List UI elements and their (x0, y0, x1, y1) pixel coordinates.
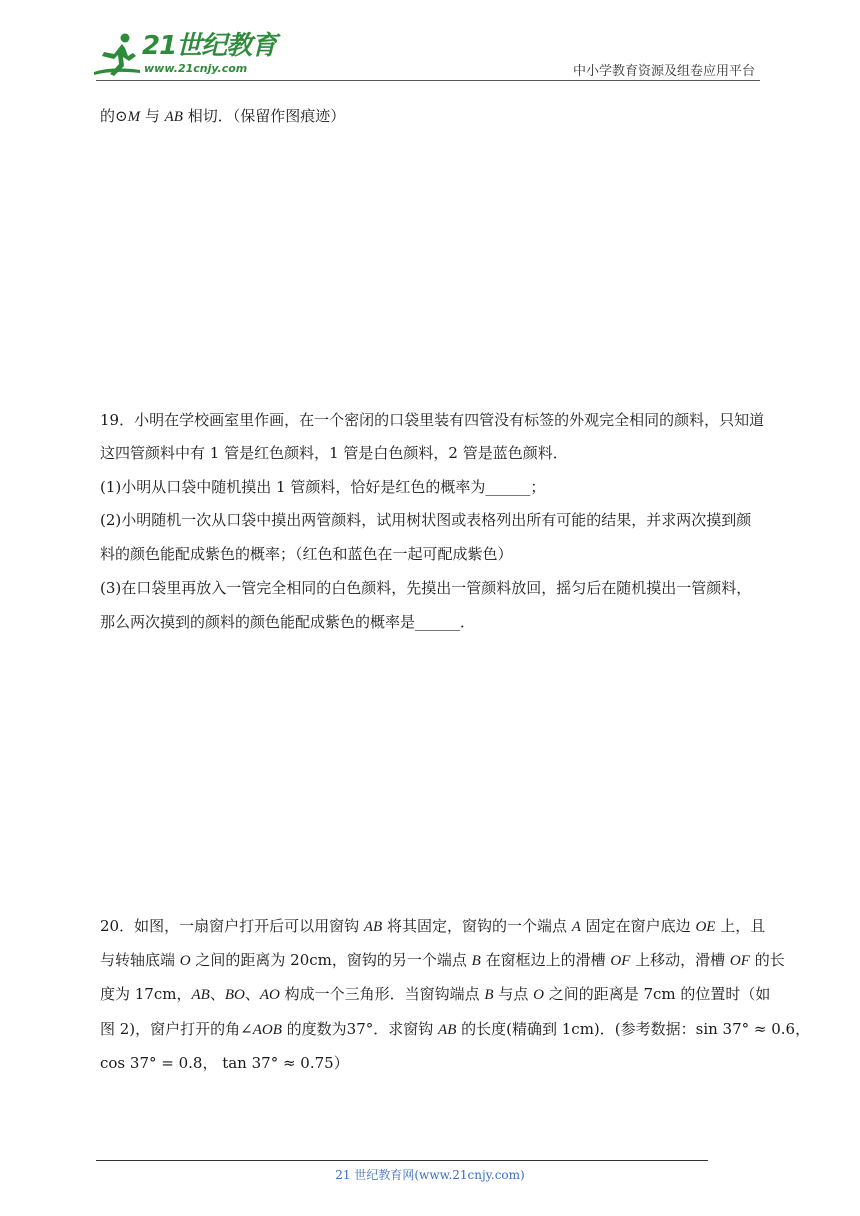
header-divider (96, 80, 760, 81)
question-19-part-1: (1)小明从口袋中随机摸出 1 管颜料，恰好是红色的概率为______； (100, 478, 546, 496)
question-18-tail: 的⊙M 与 AB 相切．（保留作图痕迹） (100, 107, 346, 125)
question-19-part-3-line-1: (3)在口袋里再放入一管完全相同的白色颜料，先摸出一管颜料放回，摇匀后在随机摸出一管颜料， (100, 579, 752, 597)
question-20-line-3: 度为 17cm，AB、BO、AO 构成一个三角形．当窗钩端点 B 与点 O 之间的距离是 7cm 的位置时（如 (100, 985, 771, 1003)
site-logo (92, 30, 277, 80)
footer-text: 21 世纪教育网(www.21cnjy.com) (335, 1168, 525, 1182)
question-19-part-2-line-2: 料的颜色能配成紫色的概率；（红色和蓝色在一起可配成紫色） (100, 545, 513, 563)
question-19-part-3-line-2: 那么两次摸到的颜料的颜色能配成紫色的概率是______． (100, 613, 476, 631)
question-20-line-1: 20．如图，一扇窗户打开后可以用窗钩 AB 将其固定，窗钩的一个端点 A 固定在窗户底边 OE 上，且 (100, 917, 766, 935)
question-19-part-2-line-1: (2)小明随机一次从口袋中摸出两管颜料，试用树状图或表格列出所有可能的结果，并求两次摸到颜 (100, 511, 752, 529)
question-20-line-5: cos 37° = 0.8， tan 37° ≈ 0.75） (100, 1054, 349, 1072)
runner-logo-icon (92, 30, 144, 78)
platform-name: 中小学教育资源及组卷应用平台 (572, 64, 755, 79)
question-20-line-4: 图 2)，窗户打开的角∠AOB 的度数为37°．求窗钩 AB 的长度(精确到 1cm)．(参考数据：sin 37° ≈ 0.6， (100, 1020, 811, 1038)
page-header (0, 0, 860, 82)
question-19-line-1: 19．小明在学校画室里作画，在一个密闭的口袋里装有四管没有标签的外观完全相同的颜料，只知道 (100, 411, 765, 429)
question-20-line-2: 与转轴底端 O 之间的距离为 20cm，窗钩的另一个端点 B 在窗框边上的滑槽 OF 上移动，滑槽 OF 的长 (100, 951, 785, 969)
footer-divider (96, 1160, 708, 1161)
question-19-line-2: 这四管颜料中有 1 管是红色颜料，1 管是白色颜料，2 管是蓝色颜料． (100, 444, 568, 462)
logo-url-text: www.21cnjy.com (144, 62, 248, 75)
logo-text: 21世纪教育 (142, 31, 277, 61)
